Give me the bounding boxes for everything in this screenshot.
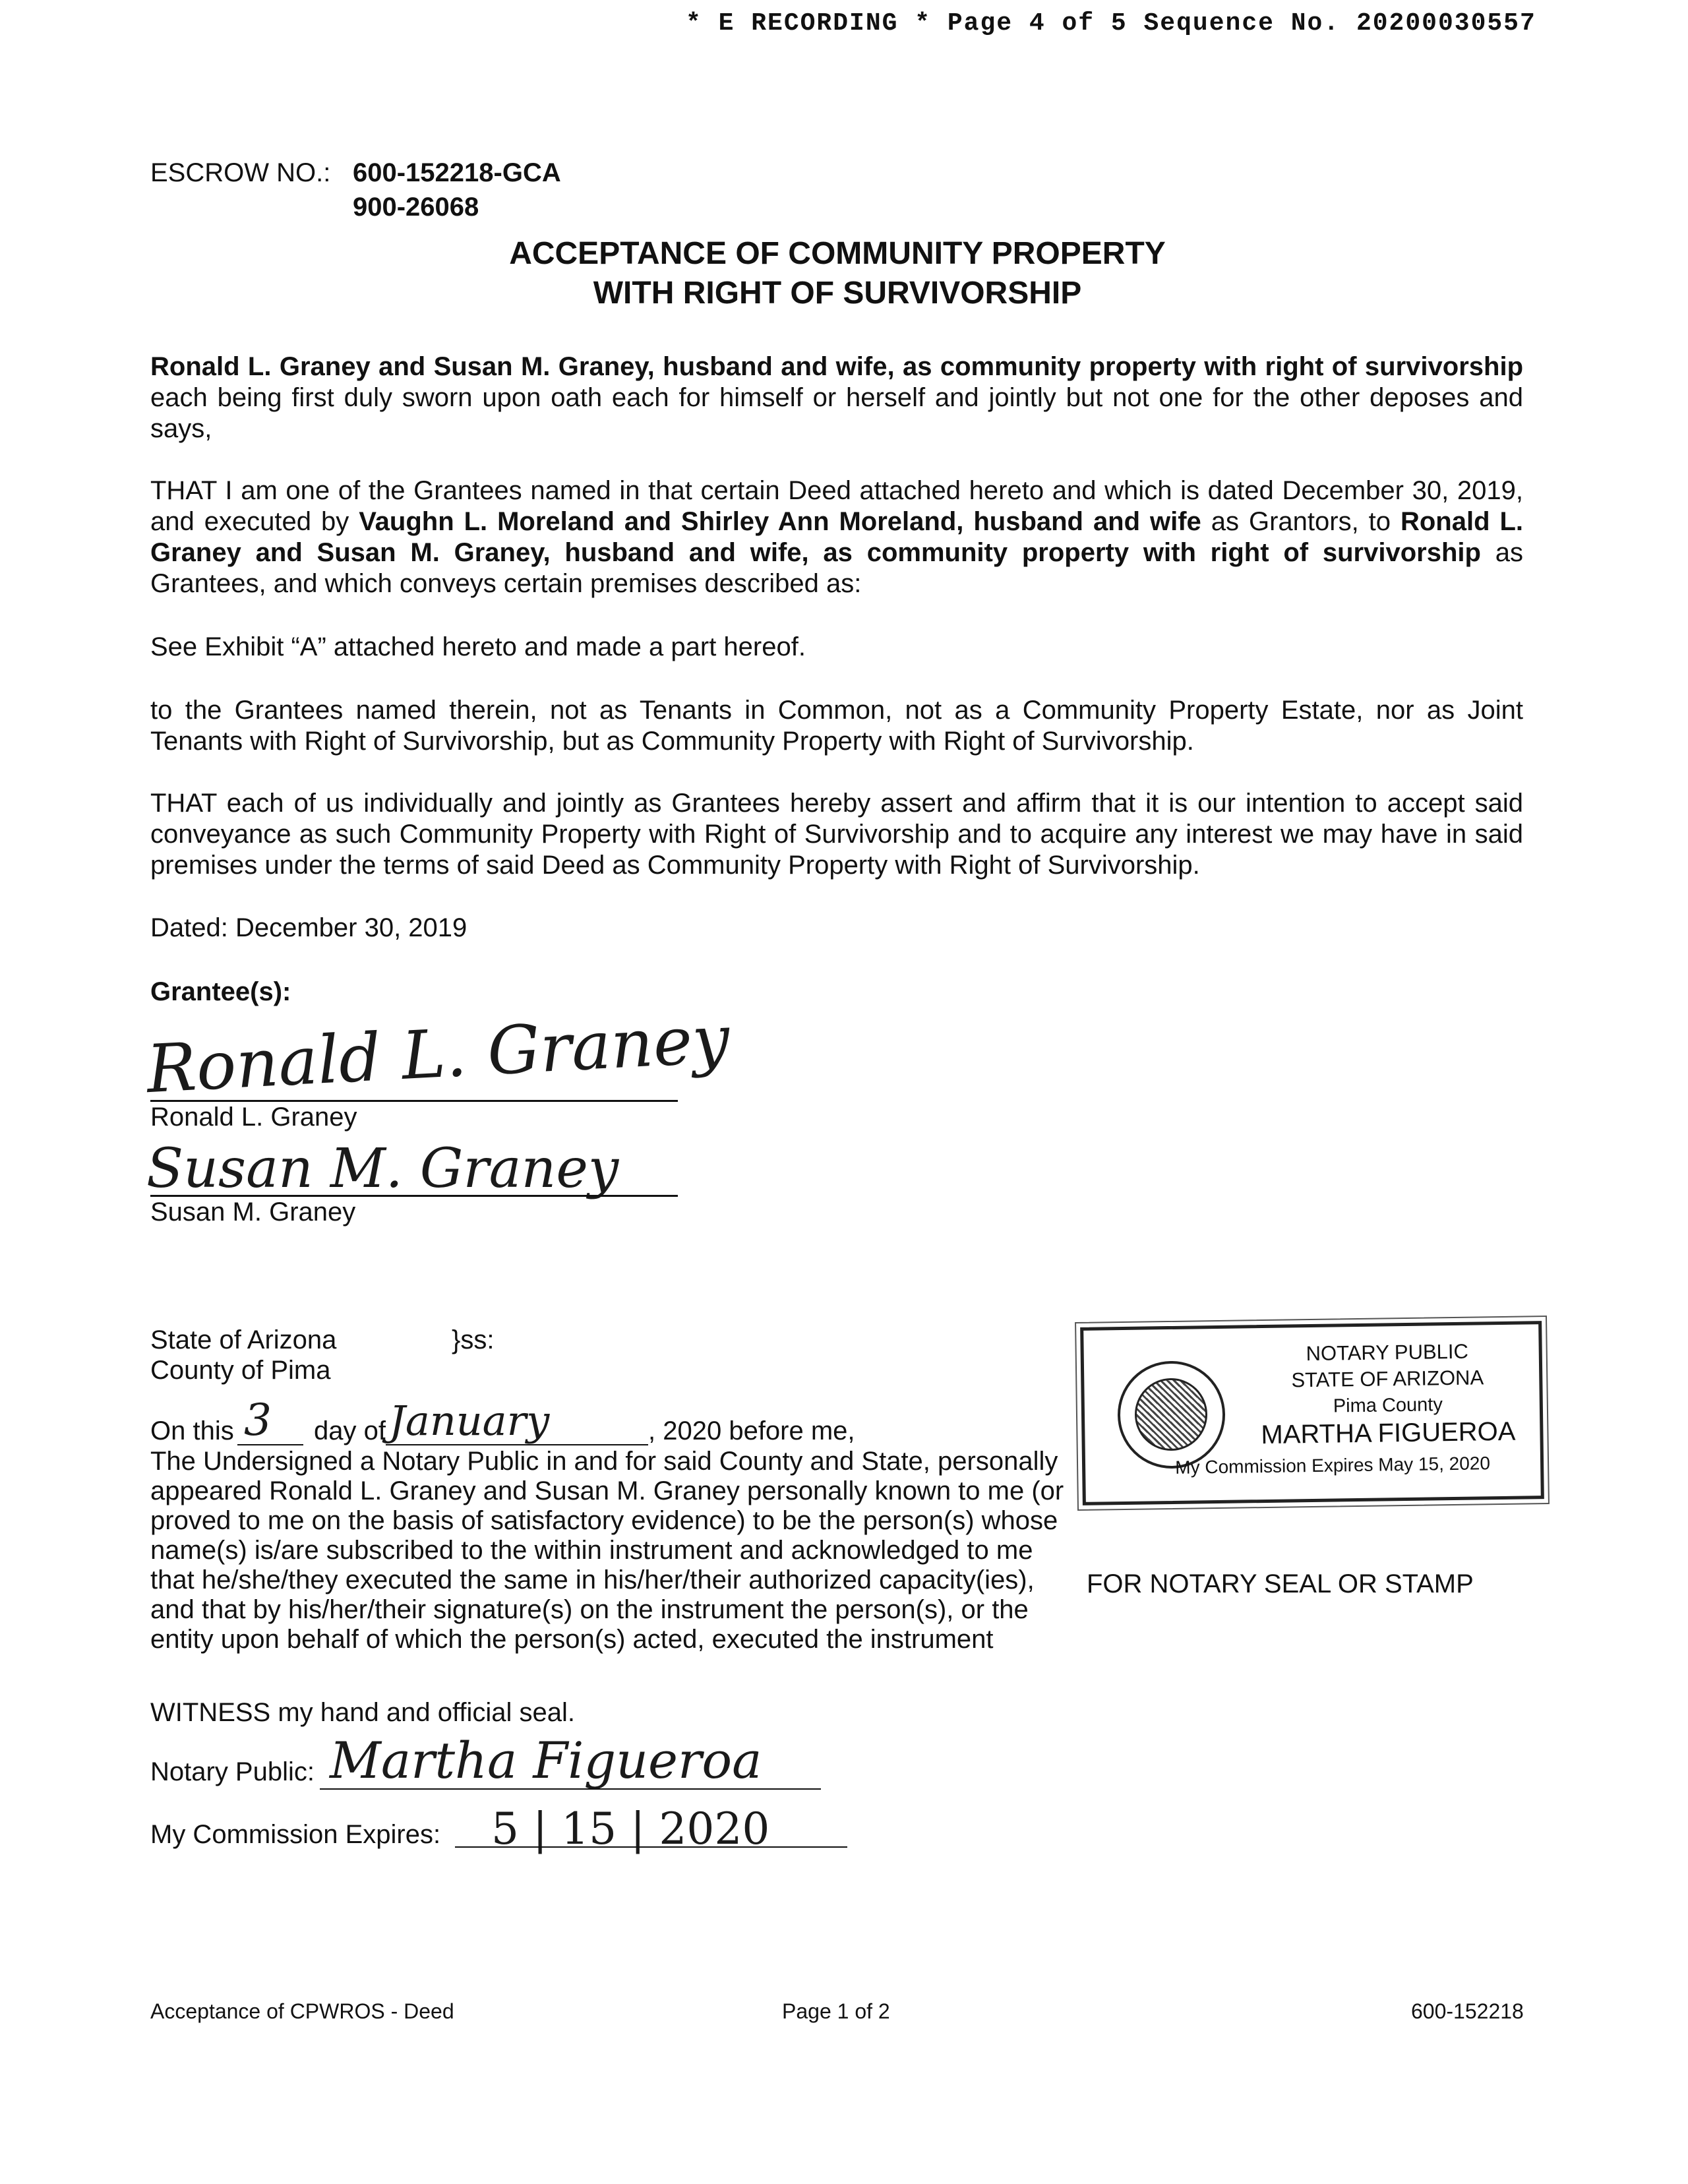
document-title-line1: ACCEPTANCE OF COMMUNITY PROPERTY — [509, 236, 1166, 271]
grantors-bold: Vaughn L. Moreland and Shirley Ann Moreland, husband and wife — [359, 507, 1201, 536]
paragraph-grantees-oath — [150, 351, 1523, 444]
stamp-line-1: NOTARY PUBLIC — [1306, 1339, 1469, 1366]
deed-text-1: THAT I am one of the Grantees named in that certain Deed attached hereto and which is dated December 30, 2019, and executed by — [150, 476, 1523, 536]
notary-seal-caption: FOR NOTARY SEAL OR STAMP — [1087, 1569, 1474, 1598]
stamp-line-2: STATE OF ARIZONA — [1291, 1366, 1484, 1392]
grantees-bold: Ronald L. Graney and Susan M. Graney, husband and wife, as community property with right of survivorship — [150, 352, 1523, 381]
paragraph-tenancy: to the Grantees named therein, not as Tenants in Common, not as a Community Property Estate, nor as Joint Tenants with Right of Survivorship, but as Community Property with Right of Survivorship. — [150, 696, 1523, 756]
signature-line-1 — [150, 1100, 678, 1102]
footer-right: 600-152218 — [1411, 1999, 1524, 2023]
signature-line-2 — [150, 1195, 678, 1197]
ronald-signature: Ronald L. Graney — [144, 1000, 732, 1108]
ack-month-line — [386, 1444, 648, 1445]
footer-left: Acceptance of CPWROS - Deed — [150, 1999, 454, 2023]
escrow-number-2: 900-26068 — [353, 193, 479, 222]
oath-text: each being first duly sworn upon oath each for himself or herself and jointly but not one for the other deposes and says, — [150, 383, 1523, 443]
deed-text-2: as Grantors, to — [1201, 507, 1401, 536]
escrow-number-1: 600-152218-GCA — [353, 158, 561, 187]
stamp-line-3: Pima County — [1333, 1394, 1443, 1417]
venue-county: County of Pima — [150, 1356, 331, 1385]
venue-state: State of Arizona — [150, 1325, 337, 1354]
ack-day-line — [237, 1444, 303, 1445]
paragraph-affirmation: THAT each of us individually and jointly as Grantees hereby assert and affirm that it is our intention to accept said conveyance as such Community Property with Right of Survivorship and to acquire any interest we may have in said premises under the terms of said Deed as Community Property with Right of Survivorship. — [150, 789, 1523, 880]
recording-header: * E RECORDING * Page 4 of 5 Sequence No. 20200030557 — [686, 9, 1536, 38]
ack-body: The Undersigned a Notary Public in and for said County and State, personally appeared Ronald L. Graney and Susan M. Graney personally known to me (or proved to me on the basis of satisfactory evidence) to be the person(s) whose name(s) is/are subscribed to the within instrument and acknowledged to me that he/she/they executed the same in his/her/their authorized capacity(ies), and that by his/her/their signature(s) on the instrument the person(s), or the entity upon behalf of which the person(s) acted, executed the instrument — [150, 1447, 1064, 1654]
notary-stamp — [1080, 1321, 1544, 1505]
stamp-line-4: MARTHA FIGUEROA — [1261, 1416, 1516, 1450]
footer-page: Page 1 of 2 — [782, 1999, 890, 2023]
grantees-label: Grantee(s): — [150, 977, 291, 1006]
ack-year: , 2020 before me, — [648, 1416, 855, 1445]
ack-witness: WITNESS my hand and official seal. — [150, 1698, 575, 1727]
escrow-label: ESCROW NO.: — [150, 158, 331, 187]
signer-name-1: Ronald L. Graney — [150, 1103, 357, 1132]
susan-signature: Susan M. Graney — [146, 1138, 619, 1200]
signer-name-2: Susan M. Graney — [150, 1198, 356, 1227]
commission-expires-handwritten: 5 | 15 | 2020 — [491, 1804, 770, 1854]
paragraph-deed — [150, 475, 1523, 599]
paragraph-exhibit: See Exhibit “A” attached hereto and made a part hereof. — [150, 632, 806, 661]
notary-signature-line — [320, 1788, 821, 1790]
stamp-line-5: My Commission Expires May 15, 2020 — [1175, 1453, 1491, 1478]
notary-signature: Martha Figueroa — [330, 1731, 762, 1790]
ack-day-of: day of — [314, 1416, 386, 1445]
notary-public-label: Notary Public: — [150, 1757, 315, 1786]
venue-ss: }ss: — [452, 1325, 495, 1354]
dated-line: Dated: December 30, 2019 — [150, 913, 467, 942]
ack-on-this: On this — [150, 1416, 234, 1445]
commission-expires-label: My Commission Expires: — [150, 1820, 441, 1849]
ack-day-handwritten: 3 — [244, 1395, 272, 1445]
grantees-bold-2: Ronald L. Graney and Susan M. Graney, husband and wife, as community property with right of survivorship — [150, 507, 1523, 567]
arizona-seal-icon — [1117, 1360, 1226, 1469]
commission-expires-line — [455, 1846, 847, 1848]
ack-month-handwritten: January — [389, 1397, 550, 1445]
document-title-line2: WITH RIGHT OF SURVIVORSHIP — [593, 276, 1082, 311]
deed-text-3: as Grantees, and which conveys certain premises described as: — [150, 538, 1524, 598]
